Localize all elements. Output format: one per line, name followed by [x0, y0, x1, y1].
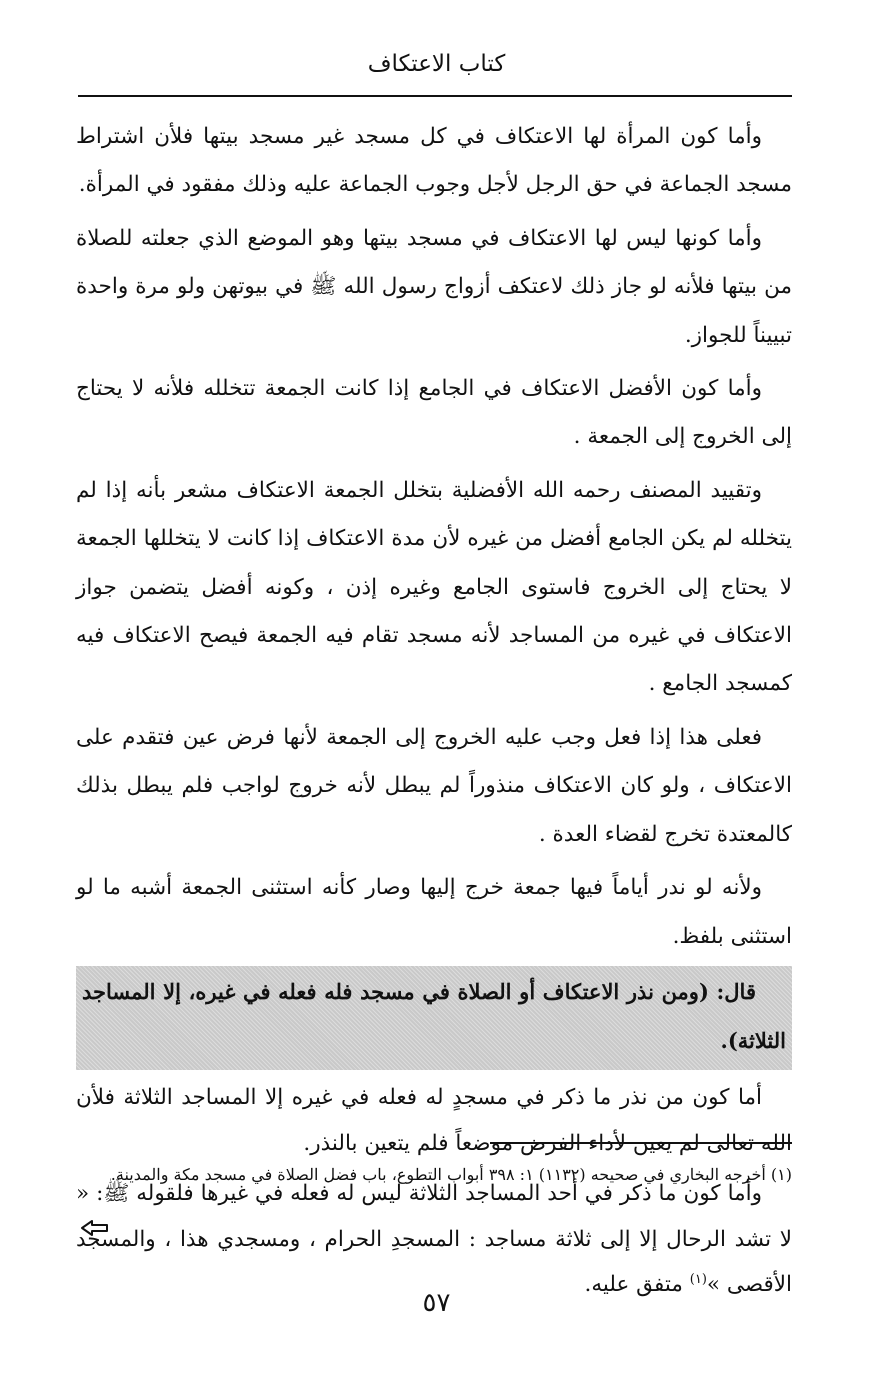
main-text [76, 113, 792, 1313]
header-divider [78, 95, 792, 97]
matn-quote [76, 966, 792, 1070]
paragraph-6: ولأنه لو ندر أياماً فيها جمعة خرج إليها وصار كأنه استثنى الجمعة أشبه ما لو استثنى بلفظ. [76, 875, 792, 949]
footnote-text: (١) أخرجه البخاري في صحيحه (١١٣٢) ١: ٣٩٨ أبواب التطوع، باب فضل الصلاة في مسجد مكة والمدينة. [110, 1165, 792, 1184]
footnote-reference[interactable]: (١) [689, 1272, 707, 1288]
paragraph-7: أما كون من نذر ما ذكر في مسجدٍ له فعله في غيره إلا المساجد الثلاثة فلأن الله تعالى لم يعين لأداء الفرض موضعاً فلم يتعين بالنذر. [76, 1084, 792, 1156]
paragraph-2: وأما كونها ليس لها الاعتكاف في مسجد بيتها وهو الموضع الذي جعلته للصلاة من بيتها فلأنه لو جاز ذلك لاعتكف أزواج رسول الله ﷺ في بيوتهن ولو مرة واحدة تبييناً للجواز. [76, 225, 792, 348]
page-number: ٥٧ [422, 1288, 451, 1318]
paragraph-8-tail: متفق عليه. [584, 1272, 690, 1298]
paragraph-4: وتقييد المصنف رحمه الله الأفضلية بتخلل الجمعة الاعتكاف مشعر بأنه إذا لم يتخلله لم يكن الجامع أفضل من غيره لأن مدة الاعتكاف إذا كانت لا يتخللها الجمعة لا يحتاج إلى الخروج فاستوى الجامع وغيره إذن ، وكونه أفضل يتضمن جواز الاعتكاف في غيره من المساجد لأنه مسجد تقام فيه الجمعة فيصح الاعتكاف فيه كمسجد الجامع . [76, 477, 792, 697]
left-arrow-icon [80, 1218, 110, 1238]
footnote [76, 1158, 792, 1191]
paragraph-5: فعلى هذا إذا فعل وجب عليه الخروج إلى الجمعة لأنها فرض عين فتقدم على الاعتكاف ، ولو كان الاعتكاف منذوراً لم يبطل لأنه خروج لواجب فلم يبطل بذلك كالمعتدة تخرج لقضاء العدة . [76, 724, 792, 847]
paragraph-3: وأما كون الأفضل الاعتكاف في الجامع إذا كانت الجمعة تتخلله فلأنه لا يحتاج إلى الخروج إلى الجمعة . [76, 376, 792, 450]
paragraph-1: وأما كون المرأة لها الاعتكاف في كل مسجد غير مسجد بيتها فلأن اشتراط مسجد الجماعة في حق الرجل لأجل وجوب الجماعة عليه وذلك مفقود في المرأة. [76, 124, 792, 198]
paragraph-8-text: وأما كون ما ذكر في أحد المساجد الثلاثة ليس له فعله في غيرها فلقوله ﷺ: « لا تشد الرحال إلا إلى ثلاثة مساجد : المسجدِ الحرام ، ومسجدي هذا ، والمسجد الأقصى » [76, 1181, 792, 1298]
running-header: كتاب الاعتكاف [367, 51, 506, 77]
matn-quote-text: قال: (ومن نذر الاعتكاف أو الصلاة في مسجد فله فعله في غيره، إلا المساجد الثلاثة). [82, 978, 786, 1053]
footnote-divider [490, 1142, 792, 1144]
